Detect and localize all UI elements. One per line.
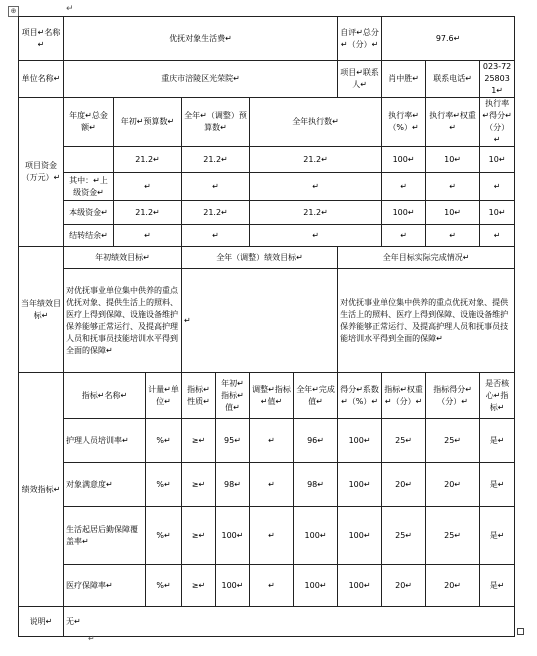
indicator-row xyxy=(19,507,515,565)
contact-name: 肖中胜↵ xyxy=(382,61,426,98)
funds-total-row xyxy=(19,147,515,173)
indicator-row xyxy=(19,463,515,507)
unit-name-value: 重庆市涪陵区光荣院↵ xyxy=(64,61,338,98)
self-score-label: 自评↵总分↵（分）↵ xyxy=(338,17,382,61)
funds-section-label: 项目资金（万元）↵ xyxy=(19,98,64,247)
indicator-header: 全年↵完成值↵ xyxy=(294,373,338,419)
funds-cell: 21.2↵ xyxy=(250,147,382,173)
indicator-header: 调整↵指标↵值↵ xyxy=(250,373,294,419)
funds-header: 年度↵总金额↵ xyxy=(64,98,114,147)
goal-initial-text: 对优抚事业单位集中供养的重点优抚对象、提供生活上的照料、医疗上得到保障、设施设备维护保养能够正常运行、及提高护理人员和抚事员技能培训水平得到全面的保障↵ xyxy=(64,269,182,373)
goal-actual-text: 对优抚事业单位集中供养的重点优抚对象、提供生活上的照料、医疗上得到保障、设施设备维护保养能够正常运行、及提高护理人员和抚事员技能培训水平得到全面的保障↵ xyxy=(338,269,515,373)
indicator-header: 得分↵系数↵（%）↵ xyxy=(338,373,382,419)
indicator-nature: ≥↵ xyxy=(182,565,216,607)
funds-cell: ↵ xyxy=(382,225,426,247)
goals-section-label: 当年绩效目标↵ xyxy=(19,247,64,373)
funds-header: 年初↵预算数↵ xyxy=(114,98,182,147)
indicator-unit: %↵ xyxy=(146,565,182,607)
funds-superior-row xyxy=(19,173,515,201)
notes-row xyxy=(19,607,515,637)
funds-cell: 10↵ xyxy=(480,201,515,225)
goal-adjusted-text: ↵ xyxy=(182,269,338,373)
funds-cell: 100↵ xyxy=(382,201,426,225)
funds-local-row xyxy=(19,201,515,225)
funds-cell: ↵ xyxy=(114,225,182,247)
performance-table xyxy=(18,16,515,637)
indicator-completed: 98↵ xyxy=(294,463,338,507)
indicator-coefficient: 100↵ xyxy=(338,463,382,507)
funds-cell: ↵ xyxy=(426,173,480,201)
contact-label: 项目↵联系人↵ xyxy=(338,61,382,98)
notes-value: 无↵ xyxy=(64,607,515,637)
indicator-score: 20↵ xyxy=(426,565,480,607)
indicator-adjusted: ↵ xyxy=(250,565,294,607)
indicator-coefficient: 100↵ xyxy=(338,419,382,463)
funds-header-row xyxy=(19,98,515,147)
project-row xyxy=(19,17,515,61)
funds-cell: 21.2↵ xyxy=(250,201,382,225)
indicator-completed: 96↵ xyxy=(294,419,338,463)
indicator-adjusted: ↵ xyxy=(250,463,294,507)
indicator-initial: 100↵ xyxy=(216,507,250,565)
funds-cell: ↵ xyxy=(426,225,480,247)
funds-cell: ↵ xyxy=(250,173,382,201)
indicator-weight: 20↵ xyxy=(382,463,426,507)
funds-header: 执行率↵权重↵ xyxy=(426,98,480,147)
indicator-adjusted: ↵ xyxy=(250,419,294,463)
funds-header: 执行率↵得分↵（分）↵ xyxy=(480,98,515,147)
funds-header: 全年执行数↵ xyxy=(250,98,382,147)
goals-content-row xyxy=(19,269,515,373)
goals-header-adjusted: 全年（调整）绩效目标↵ xyxy=(182,247,338,269)
table-resize-handle-icon[interactable] xyxy=(517,628,524,635)
funds-cell: ↵ xyxy=(250,225,382,247)
self-score-value: 97.6↵ xyxy=(382,17,515,61)
indicator-initial: 95↵ xyxy=(216,419,250,463)
paragraph-mark-icon: ↵ xyxy=(88,634,95,643)
funds-cell: 100↵ xyxy=(382,147,426,173)
indicator-score: 20↵ xyxy=(426,463,480,507)
indicator-header: 计量↵单位↵ xyxy=(146,373,182,419)
indicator-score: 25↵ xyxy=(426,419,480,463)
funds-row-label: 结转结余↵ xyxy=(64,225,114,247)
funds-cell: 10↵ xyxy=(426,147,480,173)
indicator-completed: 100↵ xyxy=(294,507,338,565)
indicator-weight: 25↵ xyxy=(382,419,426,463)
indicator-unit: %↵ xyxy=(146,419,182,463)
funds-header: 全年↵（调整）预算数↵ xyxy=(182,98,250,147)
funds-cell: 21.2↵ xyxy=(182,147,250,173)
funds-row-label: 本级资金↵ xyxy=(64,201,114,225)
indicator-core: 是↵ xyxy=(480,565,515,607)
funds-cell: 21.2↵ xyxy=(114,147,182,173)
indicator-score: 25↵ xyxy=(426,507,480,565)
project-name-label: 项目↵名称↵ xyxy=(19,17,64,61)
indicator-core: 是↵ xyxy=(480,419,515,463)
indicator-header: 指标↵名称↵ xyxy=(64,373,146,419)
funds-cell: 10↵ xyxy=(426,201,480,225)
indicator-unit: %↵ xyxy=(146,463,182,507)
indicator-initial: 100↵ xyxy=(216,565,250,607)
funds-cell: ↵ xyxy=(182,225,250,247)
goals-header-row xyxy=(19,247,515,269)
indicator-coefficient: 100↵ xyxy=(338,565,382,607)
indicator-nature: ≥↵ xyxy=(182,507,216,565)
indicator-header-row xyxy=(19,373,515,419)
indicator-completed: 100↵ xyxy=(294,565,338,607)
funds-header: 执行率↵（%）↵ xyxy=(382,98,426,147)
paragraph-mark-icon: ↵ xyxy=(66,4,74,14)
funds-cell: ↵ xyxy=(182,173,250,201)
funds-cell: ↵ xyxy=(382,173,426,201)
indicator-coefficient: 100↵ xyxy=(338,507,382,565)
indicator-row xyxy=(19,419,515,463)
indicator-weight: 25↵ xyxy=(382,507,426,565)
indicator-header: 指标↵性质↵ xyxy=(182,373,216,419)
indicator-header: 年初↵指标↵值↵ xyxy=(216,373,250,419)
indicator-adjusted: ↵ xyxy=(250,507,294,565)
funds-cell: ↵ xyxy=(114,173,182,201)
funds-cell: ↵ xyxy=(480,225,515,247)
funds-cell: 10↵ xyxy=(480,147,515,173)
indicator-unit: %↵ xyxy=(146,507,182,565)
indicator-row xyxy=(19,565,515,607)
funds-row-label xyxy=(64,147,114,173)
notes-label: 说明↵ xyxy=(19,607,64,637)
indicator-name: 医疗保障率↵ xyxy=(64,565,146,607)
indicator-name: 对象满意度↵ xyxy=(64,463,146,507)
indicator-header: 是否核心↵指标↵ xyxy=(480,373,515,419)
goals-header-initial: 年初绩效目标↵ xyxy=(64,247,182,269)
indicator-initial: 98↵ xyxy=(216,463,250,507)
unit-name-label: 单位名称↵ xyxy=(19,61,64,98)
indicator-nature: ≥↵ xyxy=(182,463,216,507)
unit-row xyxy=(19,61,515,98)
project-name-value: 优抚对象生活费↵ xyxy=(64,17,338,61)
indicator-name: 生活起居后勤保障覆盖率↵ xyxy=(64,507,146,565)
indicator-core: 是↵ xyxy=(480,507,515,565)
funds-row-label: 其中：↵上级资金↵ xyxy=(64,173,114,201)
goals-header-actual: 全年目标实际完成情况↵ xyxy=(338,247,515,269)
indicator-header: 指标得分↵（分）↵ xyxy=(426,373,480,419)
funds-cell: ↵ xyxy=(480,173,515,201)
indicators-section-label: 绩效指标↵ xyxy=(19,373,64,607)
indicator-weight: 20↵ xyxy=(382,565,426,607)
indicator-nature: ≥↵ xyxy=(182,419,216,463)
phone-label: 联系电话↵ xyxy=(426,61,480,98)
indicator-name: 护理人员培训率↵ xyxy=(64,419,146,463)
funds-carryover-row xyxy=(19,225,515,247)
funds-cell: 21.2↵ xyxy=(114,201,182,225)
indicator-header: 指标↵权重↵（分）↵ xyxy=(382,373,426,419)
funds-cell: 21.2↵ xyxy=(182,201,250,225)
indicator-core: 是↵ xyxy=(480,463,515,507)
phone-value: 023-72258031↵ xyxy=(480,61,515,98)
table-move-handle-icon[interactable]: ⊕ xyxy=(8,6,19,17)
